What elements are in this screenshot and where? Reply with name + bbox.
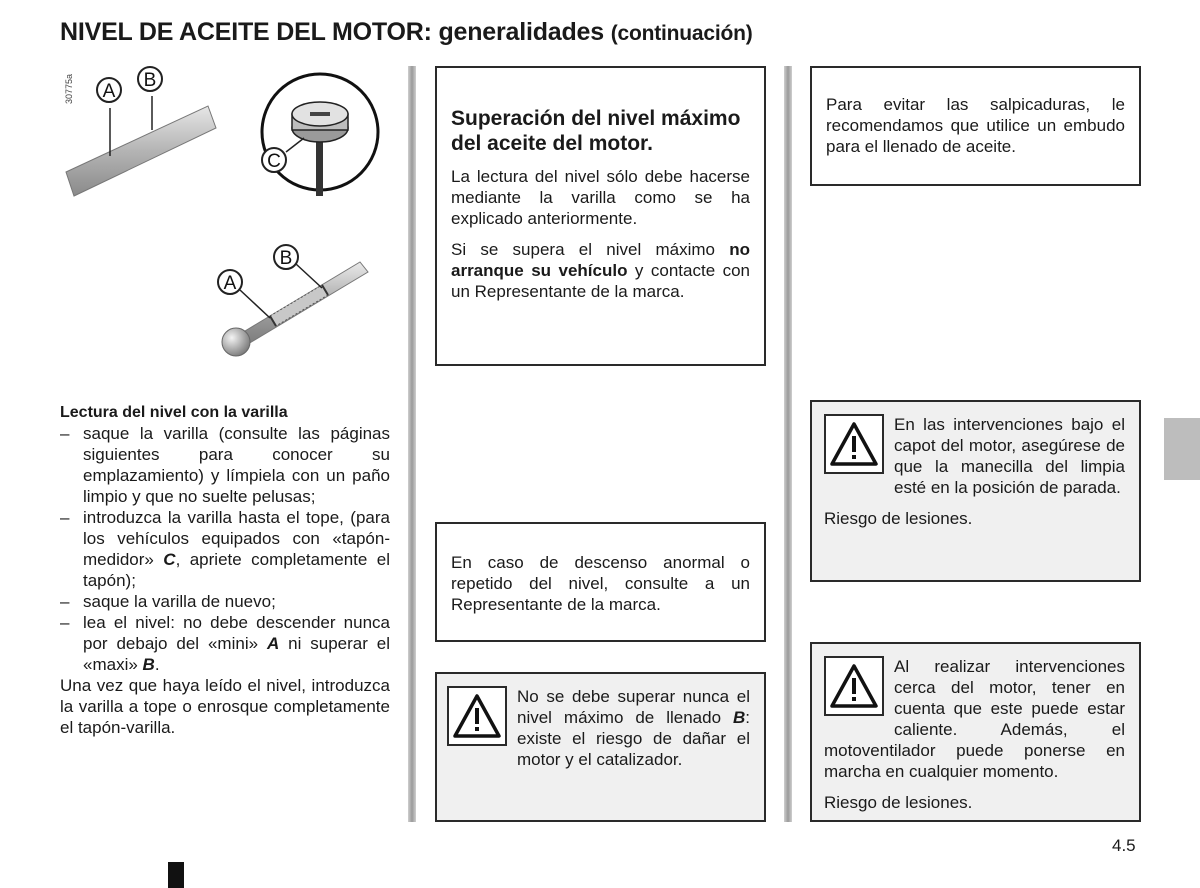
column-divider-right — [784, 66, 792, 822]
label-c: C — [267, 151, 281, 172]
figure-cap-gauge — [250, 70, 386, 198]
label-b: B — [143, 70, 157, 91]
instruction-list — [60, 423, 390, 675]
overlevel-box — [435, 66, 766, 366]
figure-dipstick-marks — [60, 64, 220, 204]
chapter-tab — [1164, 418, 1200, 480]
warning-max-level-box: No se debe superar nunca el nivel máximo de llenado B: existe el riesgo de dañar el motor y el catalizador. — [435, 672, 766, 822]
abnormal-level-text: En caso de descenso anormal o repetido del nivel, consulte a un Representante de la marca. — [451, 553, 750, 614]
warning-icon — [824, 414, 884, 474]
label-a: A — [223, 273, 237, 294]
figure-dipstick-full — [210, 240, 390, 364]
page-title — [60, 18, 753, 47]
section-heading: Lectura del nivel con la varilla — [60, 404, 288, 421]
warning-icon — [824, 656, 884, 716]
column-divider-left — [408, 66, 416, 822]
warning-hot-engine-text: Al realizar intervenciones cerca del motor, tener en cuenta que este puede estar caliente. Además, el motoventilador puede ponerse en marcha en cualquier momento. — [824, 657, 1125, 781]
page-title-continuation: (continuación) — [610, 22, 753, 45]
overlevel-paragraph: Si se supera el nivel máximo no arranque su vehículo y contacte con un Representante de la marca. — [451, 240, 751, 301]
warning-hot-engine-box — [810, 642, 1141, 822]
page-title-main: NIVEL DE ACEITE DEL MOTOR: generalidades — [60, 18, 604, 46]
funnel-tip-text: Para evitar las salpicaduras, le recomendamos que utilice un embudo para el llenado de aceite. — [826, 95, 1125, 156]
list-item: – introduzca la varilla hasta el tope, (para los vehículos equipados con «tapón-medidor» C, apriete completamente el tapón); — [60, 507, 390, 591]
ref-a: A — [266, 634, 280, 653]
risk-text: Riesgo de lesiones. — [824, 509, 973, 528]
closing-paragraph: Una vez que haya leído el nivel, introduzca la varilla a tope o enrosque completamente el tapón-varilla. — [60, 676, 390, 737]
dipstick-reading-section — [60, 402, 390, 738]
overlevel-paragraph: La lectura del nivel sólo debe hacerse mediante la varilla como se ha explicado anteriormente. — [451, 167, 750, 228]
abnormal-level-box — [435, 522, 766, 642]
list-item: – saque la varilla de nuevo; — [60, 591, 390, 612]
warning-wiper-text: En las intervenciones bajo el capot del motor, asegúrese de que la manecilla del limpia esté en la posición de parada. — [894, 415, 1125, 497]
warning-wiper-box — [810, 400, 1141, 582]
ref-b: B — [142, 655, 155, 674]
label-b: B — [279, 248, 293, 269]
page-number: 4.5 — [1112, 836, 1136, 855]
funnel-tip-box — [810, 66, 1141, 186]
overlevel-heading: Superación del nivel máximo del aceite del motor. — [451, 107, 741, 155]
warning-icon — [447, 686, 507, 746]
list-item: – saque la varilla (consulte las páginas siguientes para conocer su emplazamiento) y límpiela con un paño limpio y que no suelte pelusas; — [60, 423, 390, 507]
label-a: A — [102, 81, 116, 102]
risk-text: Riesgo de lesiones. — [824, 793, 973, 812]
list-item: – lea el nivel: no debe descender nunca por debajo del «mini» A ni superar el «maxi» B. — [60, 612, 390, 675]
footer-mark — [168, 862, 184, 888]
ref-b: B — [732, 708, 746, 727]
ref-c: C — [163, 550, 176, 569]
figure-code: 30775a — [64, 73, 74, 104]
